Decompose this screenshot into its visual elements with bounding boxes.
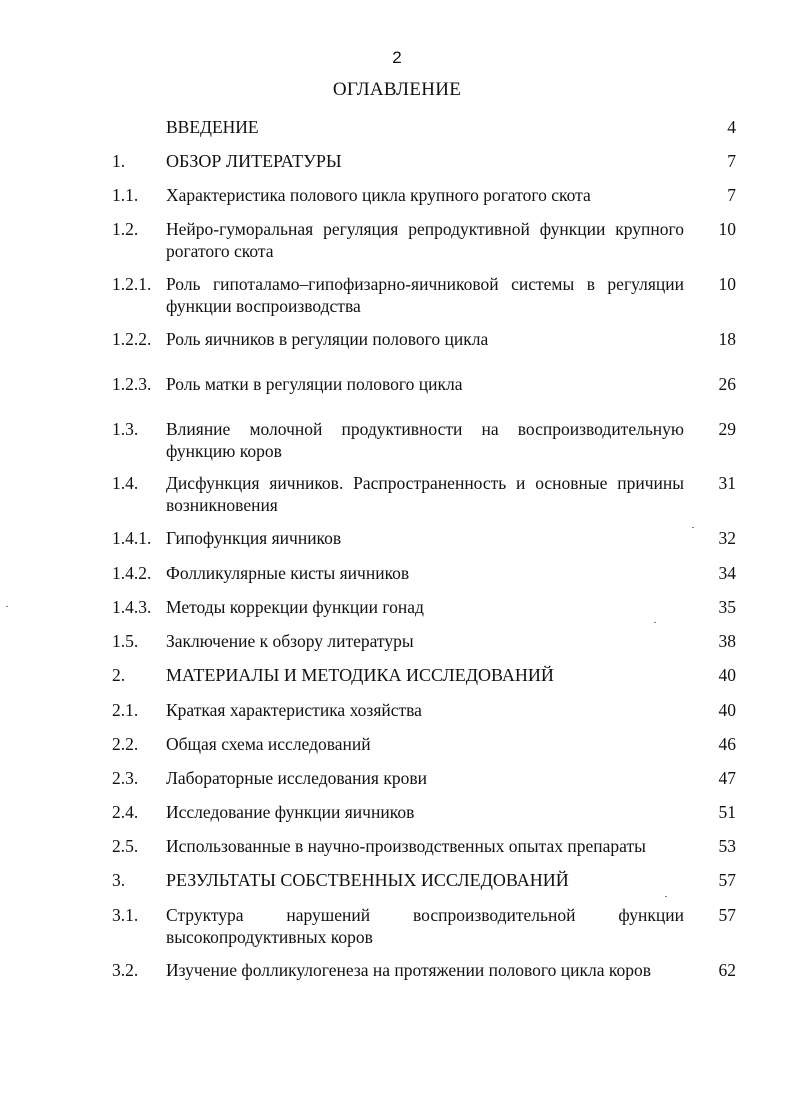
scan-speck (665, 896, 667, 897)
toc-entry-page: 40 (718, 665, 736, 685)
toc-entry-page: 10 (718, 274, 736, 294)
toc-entry-page: 40 (718, 700, 736, 720)
toc-entry-page: 32 (718, 528, 736, 548)
toc-entry-number: 1. (112, 151, 126, 171)
toc-entry-title: Использованные в научно-производственных опытах препараты (166, 836, 646, 856)
toc-entry-title: Общая схема исследований (166, 734, 371, 754)
toc-entry-title: Нейро-гуморальная регуляция репродуктивной функции крупного рогатого скота (166, 219, 684, 261)
toc-entry-number: 3.1. (112, 905, 139, 925)
toc-entry-number: 2.2. (112, 734, 139, 754)
toc-entry-title: Роль гипоталамо–гипофизарно-яичниковой системы в регуляции функции воспроизводства (166, 274, 684, 316)
toc-entry-number: 2. (112, 665, 126, 685)
toc-entry-page: 18 (718, 329, 736, 349)
scan-speck (654, 622, 656, 623)
toc-entry-title: Дисфункция яичников. Распространенность и основные причины возникновения (166, 473, 684, 515)
toc-entry-number: 2.5. (112, 836, 139, 856)
toc-entry-number: 2.4. (112, 802, 139, 822)
toc-entry-number: 1.1. (112, 185, 139, 205)
toc-entry-number: 1.5. (112, 631, 139, 651)
toc-entry-title: Характеристика полового цикла крупного рогатого скота (166, 185, 591, 205)
toc-entry-page: 10 (718, 219, 736, 239)
toc-entry-title: Методы коррекции функции гонад (166, 597, 424, 617)
toc-entry-page: 46 (718, 734, 736, 754)
toc-entry-number: 1.4.1. (112, 528, 152, 548)
toc-entry-page: 34 (718, 563, 736, 583)
toc-entry-title: МАТЕРИАЛЫ И МЕТОДИКА ИССЛЕДОВАНИЙ (166, 665, 554, 685)
toc-entry-title: ВВЕДЕНИЕ (166, 117, 259, 137)
toc-entry-number: 3. (112, 870, 126, 890)
toc-entry-page: 38 (718, 631, 736, 651)
toc-entry-number: 1.2. (112, 219, 139, 239)
toc-entry-number: 2.1. (112, 700, 139, 720)
toc-entry-page: 26 (718, 374, 736, 394)
toc-entry-number: 1.4.2. (112, 563, 152, 583)
toc-entry-number: 2.3. (112, 768, 139, 788)
toc-entry-title: ОБЗОР ЛИТЕРАТУРЫ (166, 151, 342, 171)
toc-entry-page: 57 (718, 905, 736, 925)
scan-speck (692, 527, 694, 528)
toc-entry-title: Лабораторные исследования крови (166, 768, 427, 788)
toc-entry-page: 62 (718, 960, 736, 980)
toc-entry-page: 57 (718, 870, 736, 890)
toc-entry-page: 4 (727, 117, 736, 137)
toc-entry-number: 1.3. (112, 419, 139, 439)
toc-entry-number: 3.2. (112, 960, 139, 980)
toc-entry-number: 1.4.3. (112, 597, 152, 617)
scan-speck (6, 606, 8, 607)
toc-entry-number: 1.2.1. (112, 274, 152, 294)
toc-entry-title: Структура нарушений воспроизводительной функции высокопродуктивных коров (166, 905, 684, 947)
toc-entry-title: Гипофункция яичников (166, 528, 342, 548)
toc-entry-title: Фолликулярные кисты яичников (166, 563, 410, 583)
toc-entry-title: Заключение к обзору литературы (166, 631, 414, 651)
toc-entry-title: Влияние молочной продуктивности на воспроизводительную функцию коров (166, 419, 684, 461)
toc-entry-page: 7 (727, 151, 736, 171)
toc-entry-page: 31 (718, 473, 736, 493)
toc-entry-title: РЕЗУЛЬТАТЫ СОБСТВЕННЫХ ИССЛЕДОВАНИЙ (166, 870, 569, 890)
toc-entry-title: Исследование функции яичников (166, 802, 415, 822)
toc-entry-page: 47 (718, 768, 736, 788)
toc-entry-title: Изучение фолликулогенеза на протяжении полового цикла коров (166, 960, 651, 980)
toc-entry-number: 1.4. (112, 473, 139, 493)
toc-entry-title: Роль яичников в регуляции полового цикла (166, 329, 489, 349)
toc-entry-page: 51 (718, 802, 736, 822)
toc-entry-number: 1.2.3. (112, 374, 152, 394)
toc-entry-title: Роль матки в регуляции полового цикла (166, 374, 463, 394)
page-number: 2 (392, 48, 402, 67)
toc-entry-page: 35 (718, 597, 736, 617)
toc-entry-number: 1.2.2. (112, 329, 152, 349)
toc-entry-page: 53 (718, 836, 736, 856)
page-title: ОГЛАВЛЕНИЕ (332, 79, 462, 100)
toc-entry-page: 29 (718, 419, 736, 439)
toc-entry-page: 7 (727, 185, 736, 205)
toc-entry-title: Краткая характеристика хозяйства (166, 700, 422, 720)
